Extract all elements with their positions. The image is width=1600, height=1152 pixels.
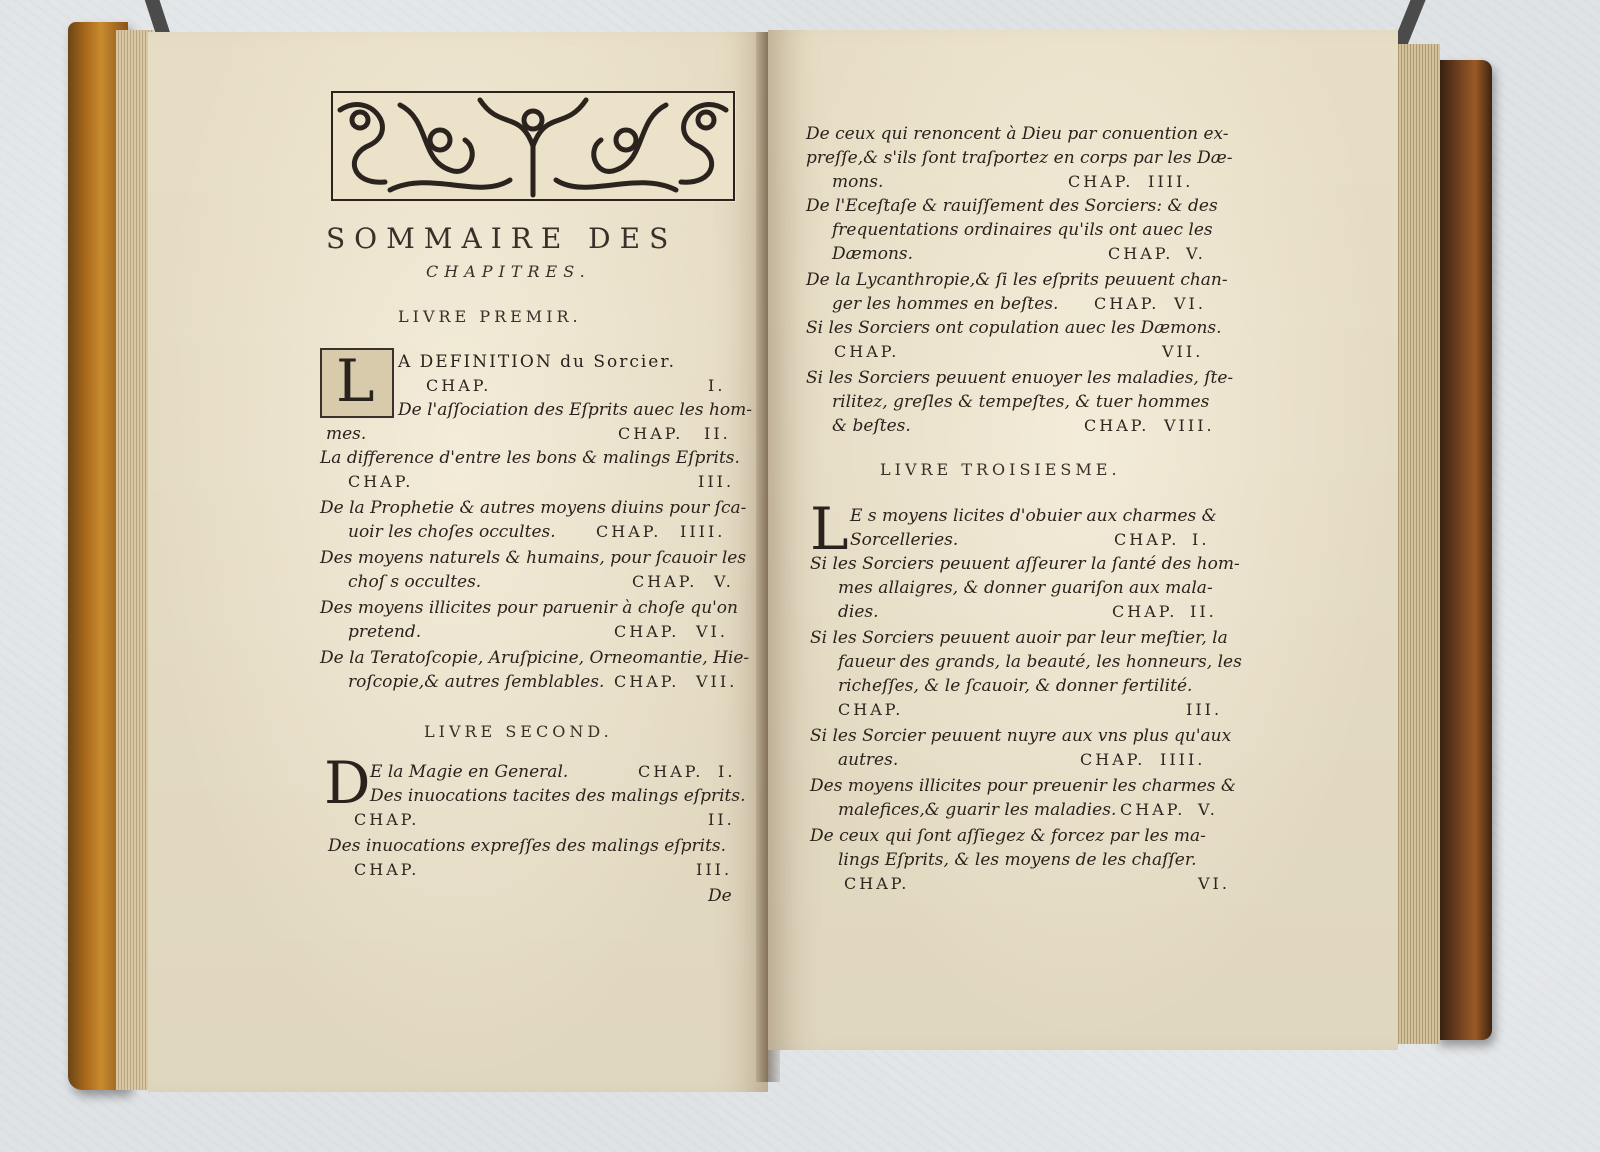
r-entry-5-line-2: frequentations ordinaires qu'ils ont auec les [832, 220, 1213, 240]
entry-3-num: III. [698, 472, 735, 491]
r-entry-7-num: VII. [1162, 342, 1204, 361]
entry-3-chap: CHAP. [348, 472, 414, 491]
r-entry-5-line-1: De l'Eceſtaſe & rauiſſement des Sorciers: & des [806, 196, 1218, 216]
book2-entry-1-line: E la Magie en General. [370, 762, 569, 782]
book2-heading: LIVRE SECOND. [424, 722, 613, 741]
b3-entry-3-chap: CHAP. [838, 700, 904, 719]
entry-1-num: I. [708, 376, 726, 395]
b3-entry-2-line-2: mes allaigres, & donner guariſon aux mala- [838, 578, 1213, 598]
b3-entry-4-num: IIII. [1160, 750, 1206, 769]
entry-4-num: IIII. [680, 522, 726, 541]
b3-entry-5-chap: CHAP. [1120, 800, 1186, 819]
entry-2-line-2: mes. [326, 424, 367, 444]
leather-cover-right [1436, 60, 1492, 1040]
r-entry-5-line-3: Dæmons. [832, 244, 914, 264]
b3-entry-2-num: II. [1190, 602, 1217, 621]
b3-entry-1-line-1: E s moyens licites d'obuier aux charmes & [850, 506, 1217, 526]
entry-4-line-2: uoir les choſes occultes. [348, 522, 556, 542]
left-page [148, 32, 768, 1092]
entry-1-line: A DEFINITION du Sorcier. [398, 352, 677, 372]
b3-entry-2-chap: CHAP. [1112, 602, 1178, 621]
r-entry-6-chap: CHAP. [1094, 294, 1160, 313]
book2-entry-3-chap: CHAP. [354, 860, 420, 879]
catchword: De [708, 886, 732, 906]
entry-7-chap: CHAP. [614, 672, 680, 691]
r-entry-6-line-1: De la Lycanthropie,& ſi les eſprits peuuent chan- [806, 270, 1228, 290]
b3-entry-1-line-2: Sorcelleries. [850, 530, 959, 550]
b3-entry-3-line-1: Si les Sorciers peuuent auoir par leur meſtier, la [810, 628, 1228, 648]
b3-entry-2-line-1: Si les Sorciers peuuent aſſeurer la ſanté des hom- [810, 554, 1240, 574]
entry-4-chap: CHAP. [596, 522, 662, 541]
r-entry-7-chap: CHAP. [834, 342, 900, 361]
b3-entry-6-line-1: De ceux qui ſont aſſiegez & forcez par les ma- [810, 826, 1206, 846]
ornamental-headpiece [330, 90, 736, 202]
entry-2-num: II. [704, 424, 731, 443]
decorated-initial-box [320, 348, 394, 418]
r-entry-7-line-1: Si les Sorciers ont copulation auec les Dæmons. [806, 318, 1222, 338]
book2-entry-3-num: III. [696, 860, 733, 879]
r-entry-4-line-1: De ceux qui renoncent à Dieu par conuention ex- [806, 124, 1229, 144]
r-entry-8-chap: CHAP. [1084, 416, 1150, 435]
b3-entry-2-line-3: dies. [838, 602, 879, 622]
entry-6-num: VI. [696, 622, 728, 641]
book2-entry-1-chap: CHAP. [638, 762, 704, 781]
r-entry-8-line-3: & beſtes. [832, 416, 911, 436]
entry-7-line-1: De la Teratoſcopie, Aruſpicine, Orneomantie, Hie- [320, 648, 750, 668]
entry-5-line-1: Des moyens naturels & humains, pour ſcauoir les [320, 548, 747, 568]
title-line-1: SOMMAIRE DES [326, 222, 678, 255]
r-entry-6-line-2: ger les hommes en beſtes. [832, 294, 1059, 314]
entry-5-line-2: choſ s occultes. [348, 572, 482, 592]
entry-4-line-1: De la Prophetie & autres moyens diuins pour ſca- [320, 498, 747, 518]
book2-entry-1-num: I. [718, 762, 736, 781]
title-line-2: CHAPITRES. [426, 262, 591, 281]
entry-5-num: V. [714, 572, 734, 591]
r-entry-4-line-3: mons. [832, 172, 884, 192]
entry-1-chap: CHAP. [426, 376, 492, 395]
entry-6-chap: CHAP. [614, 622, 680, 641]
b3-entry-6-chap: CHAP. [844, 874, 910, 893]
b3-entry-5-line-2: malefices,& guarir les maladies. [838, 800, 1117, 820]
book1-heading: LIVRE PREMIR. [398, 307, 582, 326]
drop-cap-l: L [336, 347, 375, 415]
drop-cap-d: D [324, 749, 371, 817]
r-entry-5-chap: CHAP. [1108, 244, 1174, 263]
book3-heading: LIVRE TROISIESME. [880, 460, 1121, 479]
b3-entry-4-chap: CHAP. [1080, 750, 1146, 769]
book2-entry-3-line: Des inuocations expreſſes des malings eſprits. [328, 836, 727, 856]
r-entry-8-num: VIII. [1164, 416, 1215, 435]
r-entry-4-line-2: preſſe,& s'ils ſont traſportez en corps par les Dæ- [806, 148, 1233, 168]
r-entry-4-num: IIII. [1148, 172, 1194, 191]
r-entry-6-num: VI. [1174, 294, 1206, 313]
b3-entry-3-line-2: faueur des grands, la beauté, les honneurs, les [838, 652, 1242, 672]
r-entry-8-line-2: rilitez, greſles & tempeſtes, & tuer hommes [832, 392, 1210, 412]
entry-7-num: VII. [696, 672, 738, 691]
b3-entry-1-chap: CHAP. [1114, 530, 1180, 549]
b3-entry-5-line-1: Des moyens illicites pour preuenir les charmes & [810, 776, 1237, 796]
entry-7-line-2: roſcopie,& autres ſemblables. [348, 672, 605, 692]
entry-2-line-1: De l'aſſociation des Eſprits auec les hom- [398, 400, 753, 420]
entry-6-line-2: pretend. [348, 622, 422, 642]
right-page [768, 30, 1398, 1050]
book2-entry-2-num: II. [708, 810, 735, 829]
b3-entry-4-line-1: Si les Sorcier peuuent nuyre aux vns plus qu'aux [810, 726, 1232, 746]
b3-entry-4-line-2: autres. [838, 750, 899, 770]
book2-entry-2-line: Des inuocations tacites des malings eſprits. [370, 786, 746, 806]
entry-3-line: La difference d'entre les bons & malings Eſprits. [320, 448, 740, 468]
book2-entry-2-chap: CHAP. [354, 810, 420, 829]
b3-entry-3-num: III. [1186, 700, 1223, 719]
open-book [68, 22, 1508, 1110]
entry-5-chap: CHAP. [632, 572, 698, 591]
r-entry-8-line-1: Si les Sorciers peuuent enuoyer les maladies, ſte- [806, 368, 1234, 388]
b3-entry-6-num: VI. [1198, 874, 1230, 893]
b3-entry-6-line-2: lings Eſprits, & les moyens de les chaſſer. [838, 850, 1197, 870]
r-entry-5-num: V. [1186, 244, 1206, 263]
drop-cap-l-right: L [810, 495, 849, 563]
b3-entry-5-num: V. [1198, 800, 1218, 819]
entry-6-line-1: Des moyens illicites pour paruenir à choſe qu'on [320, 598, 738, 618]
entry-2-chap: CHAP. [618, 424, 684, 443]
b3-entry-1-num: I. [1192, 530, 1210, 549]
b3-entry-3-line-3: richeſſes, & le ſcauoir, & donner fertilité. [838, 676, 1193, 696]
r-entry-4-chap: CHAP. [1068, 172, 1134, 191]
